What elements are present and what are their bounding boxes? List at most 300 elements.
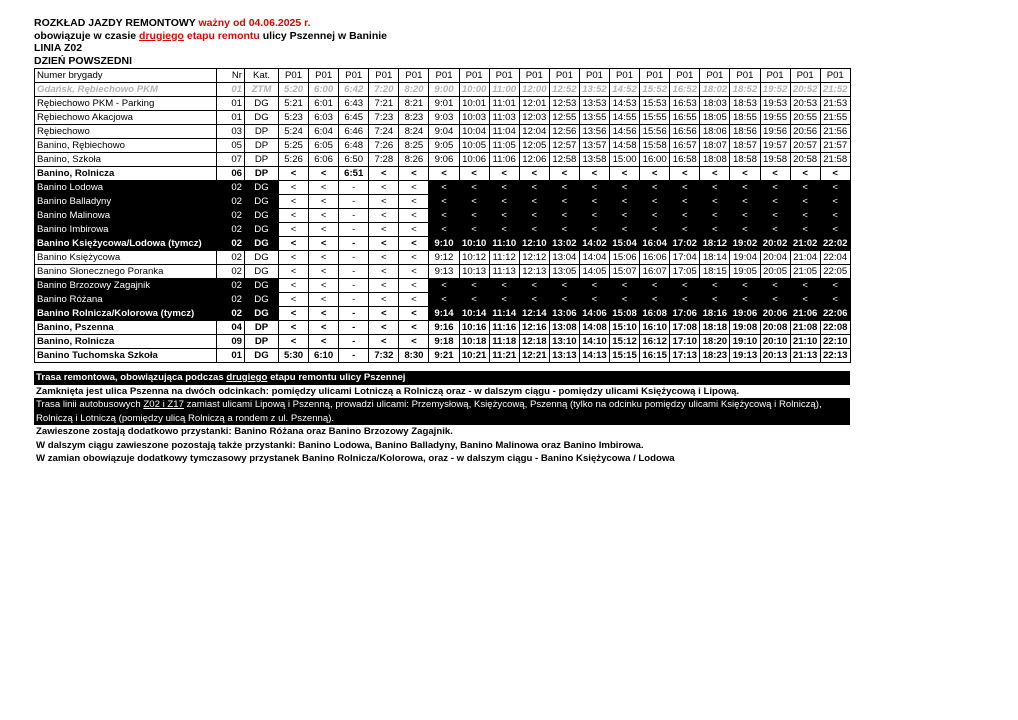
departure-time: < <box>399 167 429 181</box>
departure-time: 20:04 <box>760 251 790 265</box>
departure-time: < <box>820 195 850 209</box>
stop-kat: DG <box>245 251 279 265</box>
stop-kat: DG <box>245 97 279 111</box>
departure-time: < <box>309 335 339 349</box>
departure-time: 17:13 <box>670 349 700 363</box>
departure-time: < <box>549 293 579 307</box>
departure-time: < <box>610 293 640 307</box>
header-brigade: P01 <box>790 69 820 83</box>
departure-time: 20:53 <box>790 97 820 111</box>
stop-row <box>35 349 851 363</box>
departure-time: 5:20 <box>279 83 309 97</box>
departure-time: 12:14 <box>519 307 549 321</box>
departure-time: < <box>309 209 339 223</box>
stop-nr: 02 <box>217 237 245 251</box>
stop-nr: 02 <box>217 195 245 209</box>
departure-time: 18:08 <box>700 153 730 167</box>
stop-kat: DG <box>245 279 279 293</box>
departure-time: - <box>339 251 369 265</box>
stop-nr: 01 <box>217 349 245 363</box>
departure-time: 10:03 <box>459 111 489 125</box>
departure-time: 13:06 <box>549 307 579 321</box>
departure-time: 11:18 <box>489 335 519 349</box>
departure-time: 20:58 <box>790 153 820 167</box>
departure-time: < <box>730 181 760 195</box>
stop-row <box>35 125 851 139</box>
departure-time: < <box>279 209 309 223</box>
departure-time: 11:05 <box>489 139 519 153</box>
departure-time: 19:06 <box>730 307 760 321</box>
header-nr: Nr <box>217 69 245 83</box>
stop-row <box>35 251 851 265</box>
departure-time: < <box>820 279 850 293</box>
stop-row <box>35 293 851 307</box>
departure-time: 22:04 <box>820 251 850 265</box>
departure-time: 6:04 <box>309 125 339 139</box>
departure-time: 6:43 <box>339 97 369 111</box>
departure-time: 12:55 <box>549 111 579 125</box>
departure-time: 8:25 <box>399 139 429 153</box>
stop-nr: 04 <box>217 321 245 335</box>
departure-time: 10:21 <box>459 349 489 363</box>
departure-time: 18:55 <box>730 111 760 125</box>
stop-nr: 02 <box>217 223 245 237</box>
departure-time: < <box>640 293 670 307</box>
departure-time: 7:32 <box>369 349 399 363</box>
departure-time: < <box>700 195 730 209</box>
departure-time: 9:03 <box>429 111 459 125</box>
departure-time: 15:07 <box>610 265 640 279</box>
departure-time: 18:12 <box>700 237 730 251</box>
departure-time: 15:15 <box>610 349 640 363</box>
departure-time: < <box>399 321 429 335</box>
departure-time: 10:06 <box>459 153 489 167</box>
stop-name: Banino Rolnicza/Kolorowa (tymcz) <box>35 307 217 321</box>
departure-time: < <box>399 195 429 209</box>
departure-time: 21:08 <box>790 321 820 335</box>
departure-time: < <box>519 223 549 237</box>
departure-time: < <box>790 209 820 223</box>
departure-time: < <box>489 181 519 195</box>
departure-time: 16:00 <box>640 153 670 167</box>
departure-time: 6:50 <box>339 153 369 167</box>
departure-time: 17:08 <box>670 321 700 335</box>
departure-time: < <box>730 209 760 223</box>
departure-time: < <box>369 167 399 181</box>
departure-time: < <box>760 293 790 307</box>
departure-time: 13:02 <box>549 237 579 251</box>
departure-time: 12:21 <box>519 349 549 363</box>
departure-time: < <box>579 195 609 209</box>
note-detour-pre: Trasa linii autobusowych <box>36 399 141 410</box>
departure-time: 13:52 <box>579 83 609 97</box>
departure-time: 10:01 <box>459 97 489 111</box>
departure-time: < <box>429 279 459 293</box>
departure-time: < <box>459 209 489 223</box>
stop-name: Banino, Rolnicza <box>35 167 217 181</box>
departure-time: 22:10 <box>820 335 850 349</box>
departure-time: 10:04 <box>459 125 489 139</box>
departure-time: < <box>670 195 700 209</box>
departure-time: 6:10 <box>309 349 339 363</box>
departure-time: 14:05 <box>579 265 609 279</box>
stop-name: Rębiechowo Akacjowa <box>35 111 217 125</box>
departure-time: < <box>279 265 309 279</box>
note-detour-1 <box>34 398 850 412</box>
timetable-document <box>34 17 850 466</box>
departure-time: 12:18 <box>519 335 549 349</box>
departure-time: 18:03 <box>700 97 730 111</box>
validity-pre: obowiązuje w czasie <box>34 29 137 42</box>
departure-time: < <box>820 223 850 237</box>
departure-time: 15:55 <box>640 111 670 125</box>
departure-time: 16:52 <box>670 83 700 97</box>
stop-row <box>35 181 851 195</box>
departure-time: 21:13 <box>790 349 820 363</box>
departure-time: 9:01 <box>429 97 459 111</box>
departure-time: < <box>640 209 670 223</box>
header-brigade: P01 <box>730 69 760 83</box>
departure-time: 15:04 <box>610 237 640 251</box>
departure-time: 6:01 <box>309 97 339 111</box>
departure-time: < <box>640 195 670 209</box>
departure-time: < <box>670 223 700 237</box>
departure-time: 19:52 <box>760 83 790 97</box>
departure-time: 21:04 <box>790 251 820 265</box>
departure-time: 19:55 <box>760 111 790 125</box>
stop-name: Banino Księżycowa <box>35 251 217 265</box>
departure-time: 10:12 <box>459 251 489 265</box>
departure-time: < <box>369 251 399 265</box>
departure-time: < <box>700 293 730 307</box>
stop-name: Banino Tuchomska Szkoła <box>35 349 217 363</box>
departure-time: 18:14 <box>700 251 730 265</box>
departure-time: < <box>820 181 850 195</box>
departure-time: < <box>279 237 309 251</box>
departure-time: 12:04 <box>519 125 549 139</box>
departure-time: - <box>339 181 369 195</box>
departure-time: 18:16 <box>700 307 730 321</box>
departure-time: 12:13 <box>519 265 549 279</box>
departure-time: 18:18 <box>700 321 730 335</box>
stop-nr: 09 <box>217 335 245 349</box>
stop-name: Banino Lodowa <box>35 181 217 195</box>
header-brigade: P01 <box>610 69 640 83</box>
stop-name: Banino Księżycowa/Lodowa (tymcz) <box>35 237 217 251</box>
header-brigade: P01 <box>489 69 519 83</box>
departure-time: < <box>309 321 339 335</box>
departure-time: 20:02 <box>760 237 790 251</box>
departure-time: 18:07 <box>700 139 730 153</box>
departure-time: < <box>399 181 429 195</box>
departure-time: 11:16 <box>489 321 519 335</box>
departure-time: < <box>730 223 760 237</box>
departure-time: < <box>399 251 429 265</box>
departure-time: < <box>399 265 429 279</box>
departure-time: 6:51 <box>339 167 369 181</box>
departure-time: 6:06 <box>309 153 339 167</box>
stop-nr: 07 <box>217 153 245 167</box>
departure-time: < <box>309 223 339 237</box>
departure-time: 14:56 <box>610 125 640 139</box>
departure-time: 19:08 <box>730 321 760 335</box>
departure-time: 6:45 <box>339 111 369 125</box>
validity-line <box>34 30 850 43</box>
stop-name: Gdańsk, Rębiechowo PKM <box>35 83 217 97</box>
departure-time: < <box>549 167 579 181</box>
stop-nr: 02 <box>217 181 245 195</box>
departure-time: < <box>730 167 760 181</box>
departure-time: 11:00 <box>489 83 519 97</box>
stop-row <box>35 307 851 321</box>
stop-name: Banino Słonecznego Poranka <box>35 265 217 279</box>
stop-nr: 01 <box>217 111 245 125</box>
departure-time: 13:05 <box>549 265 579 279</box>
departure-time: < <box>700 223 730 237</box>
note-suspended-1: Zawieszone zostają dodatkowo przystanki: Banino Różana oraz Banino Brzozowy Zagajnik. <box>36 426 453 437</box>
departure-time: 13:55 <box>579 111 609 125</box>
stop-name: Banino Malinowa <box>35 209 217 223</box>
departure-time: 14:13 <box>579 349 609 363</box>
departure-time: 14:02 <box>579 237 609 251</box>
stop-name: Rębiechowo <box>35 125 217 139</box>
departure-time: < <box>399 293 429 307</box>
departure-time: 19:58 <box>760 153 790 167</box>
departure-time: < <box>369 181 399 195</box>
departure-time: < <box>369 307 399 321</box>
header-brigade: P01 <box>429 69 459 83</box>
departure-time: 21:53 <box>820 97 850 111</box>
departure-time: 19:56 <box>760 125 790 139</box>
departure-time: < <box>309 265 339 279</box>
departure-time: < <box>429 195 459 209</box>
departure-time: 21:05 <box>790 265 820 279</box>
departure-time: < <box>369 279 399 293</box>
departure-time: 14:04 <box>579 251 609 265</box>
departure-time: < <box>549 181 579 195</box>
stop-name: Banino Balladyny <box>35 195 217 209</box>
departure-time: 19:05 <box>730 265 760 279</box>
stop-name: Banino, Pszenna <box>35 321 217 335</box>
header-stop: Numer brygady <box>35 69 217 83</box>
departure-time: - <box>339 209 369 223</box>
header-brigade: P01 <box>670 69 700 83</box>
departure-time: 12:52 <box>549 83 579 97</box>
departure-time: < <box>579 209 609 223</box>
stop-kat: DP <box>245 321 279 335</box>
stop-nr: 02 <box>217 293 245 307</box>
departure-time: < <box>489 223 519 237</box>
departure-time: 8:20 <box>399 83 429 97</box>
departure-time: 17:06 <box>670 307 700 321</box>
departure-time: < <box>610 195 640 209</box>
departure-time: < <box>640 181 670 195</box>
stop-nr: 02 <box>217 251 245 265</box>
departure-time: < <box>309 293 339 307</box>
header-brigade: P01 <box>519 69 549 83</box>
departure-time: 20:06 <box>760 307 790 321</box>
stop-name: Banino, Rębiechowo <box>35 139 217 153</box>
stop-kat: DG <box>245 209 279 223</box>
departure-time: < <box>519 279 549 293</box>
stop-kat: DG <box>245 293 279 307</box>
departure-time: 22:05 <box>820 265 850 279</box>
header-brigade: P01 <box>700 69 730 83</box>
departure-time: 20:10 <box>760 335 790 349</box>
departure-time: 16:58 <box>670 153 700 167</box>
stop-nr: 01 <box>217 83 245 97</box>
departure-time: 16:04 <box>640 237 670 251</box>
departure-time: 10:18 <box>459 335 489 349</box>
departure-time: 9:04 <box>429 125 459 139</box>
departure-time: < <box>459 195 489 209</box>
departure-time: < <box>670 209 700 223</box>
departure-time: < <box>579 181 609 195</box>
header-kat: Kat. <box>245 69 279 83</box>
departure-time: 22:02 <box>820 237 850 251</box>
departure-time: 21:52 <box>820 83 850 97</box>
departure-time: 12:10 <box>519 237 549 251</box>
departure-time: < <box>760 167 790 181</box>
departure-time: < <box>670 181 700 195</box>
departure-time: < <box>519 209 549 223</box>
header-brigade: P01 <box>399 69 429 83</box>
departure-time: < <box>549 279 579 293</box>
note-route-post: etapu remontu ulicy Pszennej <box>270 372 406 383</box>
departure-time: 20:13 <box>760 349 790 363</box>
header-brigade: P01 <box>309 69 339 83</box>
stop-kat: DG <box>245 265 279 279</box>
departure-time: 9:18 <box>429 335 459 349</box>
departure-time: < <box>730 195 760 209</box>
stop-nr: 05 <box>217 139 245 153</box>
departure-time: < <box>820 167 850 181</box>
note-detour-post: zamiast ulicami Lipową i Pszenną, prowadzi ulicami: Przemysłową, Księżycową, Pszenną (tylko na odcinku pomiędzy ulicami Księżycową i Rolniczą), <box>186 399 822 410</box>
departure-time: 12:06 <box>519 153 549 167</box>
stop-kat: DP <box>245 335 279 349</box>
departure-time: 9:13 <box>429 265 459 279</box>
departure-time: 22:13 <box>820 349 850 363</box>
departure-time: < <box>489 167 519 181</box>
departure-time: 22:06 <box>820 307 850 321</box>
stop-kat: DG <box>245 111 279 125</box>
departure-time: 12:00 <box>519 83 549 97</box>
departure-time: < <box>610 279 640 293</box>
departure-time: < <box>579 279 609 293</box>
header-brigade: P01 <box>279 69 309 83</box>
departure-time: 11:04 <box>489 125 519 139</box>
stop-row <box>35 321 851 335</box>
departure-time: 17:05 <box>670 265 700 279</box>
departure-time: < <box>760 279 790 293</box>
departure-time: < <box>429 209 459 223</box>
departure-time: - <box>339 237 369 251</box>
departure-time: < <box>279 293 309 307</box>
departure-time: < <box>760 209 790 223</box>
header-brigade: P01 <box>459 69 489 83</box>
note-route-pre: Trasa remontowa, obowiązująca podczas <box>36 372 224 383</box>
departure-time: 19:10 <box>730 335 760 349</box>
departure-time: < <box>399 223 429 237</box>
departure-time: < <box>549 209 579 223</box>
departure-time: < <box>279 279 309 293</box>
departure-time: 16:07 <box>640 265 670 279</box>
departure-time: < <box>700 167 730 181</box>
departure-time: 17:04 <box>670 251 700 265</box>
departure-time: < <box>670 293 700 307</box>
departure-time: 19:04 <box>730 251 760 265</box>
departure-time: 12:12 <box>519 251 549 265</box>
departure-time: < <box>730 293 760 307</box>
stop-row <box>35 83 851 97</box>
departure-time: 13:57 <box>579 139 609 153</box>
departure-time: 12:58 <box>549 153 579 167</box>
departure-time: < <box>549 195 579 209</box>
departure-time: 11:01 <box>489 97 519 111</box>
departure-time: < <box>549 223 579 237</box>
departure-time: - <box>339 293 369 307</box>
departure-time: 11:21 <box>489 349 519 363</box>
stop-row <box>35 195 851 209</box>
departure-time: < <box>730 279 760 293</box>
departure-time: 20:05 <box>760 265 790 279</box>
departure-time: < <box>820 293 850 307</box>
departure-time: < <box>309 307 339 321</box>
departure-time: 6:42 <box>339 83 369 97</box>
departure-time: < <box>610 209 640 223</box>
departure-time: < <box>309 251 339 265</box>
departure-time: < <box>459 167 489 181</box>
departure-time: < <box>399 307 429 321</box>
departure-time: - <box>339 349 369 363</box>
departure-time: 5:21 <box>279 97 309 111</box>
departure-time: 10:05 <box>459 139 489 153</box>
stop-row <box>35 167 851 181</box>
note-route-stage: drugiego <box>226 372 268 383</box>
departure-time: < <box>790 167 820 181</box>
departure-time: 12:03 <box>519 111 549 125</box>
departure-time: < <box>489 209 519 223</box>
stop-kat: DP <box>245 167 279 181</box>
departure-time: < <box>279 195 309 209</box>
departure-time: < <box>429 293 459 307</box>
stop-kat: ZTM <box>245 83 279 97</box>
departure-time: 16:57 <box>670 139 700 153</box>
departure-time: 18:06 <box>700 125 730 139</box>
validity-mid: etapu remontu <box>186 29 260 42</box>
note-detour-2: Rolniczą i Lotniczą (pomiędzy ulicą Rolniczą a rondem z ul. Pszenną). <box>34 412 850 426</box>
departure-time: < <box>489 293 519 307</box>
departure-time: < <box>369 237 399 251</box>
departure-time: 15:10 <box>610 321 640 335</box>
departure-time: 8:23 <box>399 111 429 125</box>
timetable <box>34 68 851 363</box>
departure-time: < <box>519 195 549 209</box>
departure-time: 11:12 <box>489 251 519 265</box>
stop-row <box>35 111 851 125</box>
stop-kat: DG <box>245 223 279 237</box>
stop-row <box>35 153 851 167</box>
stop-name: Banino Imbirowa <box>35 223 217 237</box>
departure-time: < <box>790 181 820 195</box>
departure-time: 15:12 <box>610 335 640 349</box>
document-title <box>34 17 850 30</box>
departure-time: < <box>579 167 609 181</box>
departure-time: 18:52 <box>730 83 760 97</box>
departure-time: 6:05 <box>309 139 339 153</box>
departure-time: < <box>640 223 670 237</box>
departure-time: < <box>279 181 309 195</box>
